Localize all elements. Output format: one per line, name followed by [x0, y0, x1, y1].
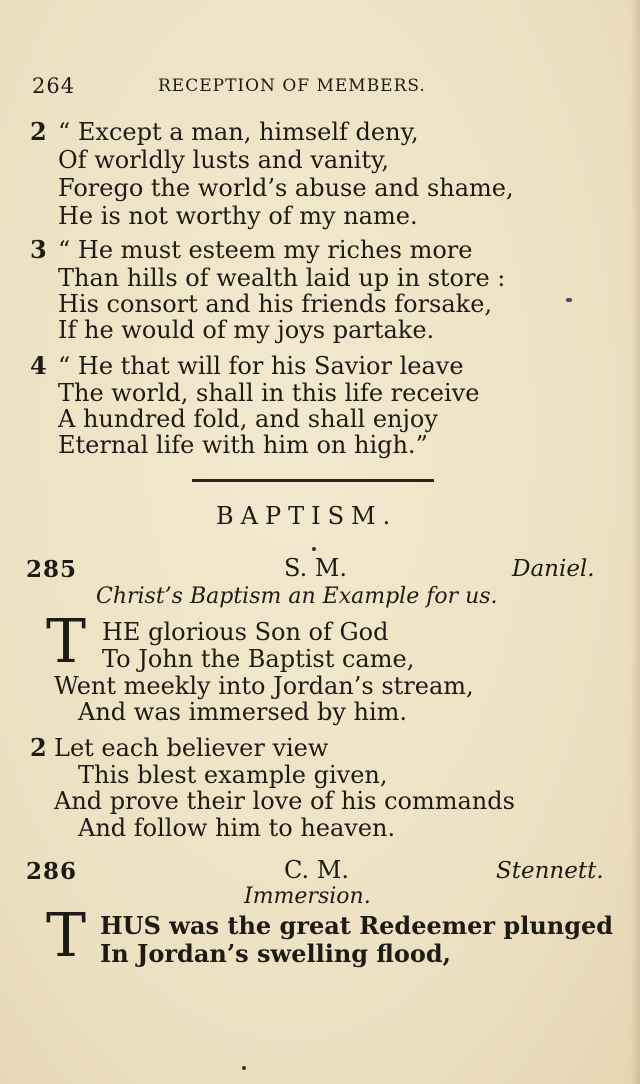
verse-line: To John the Baptist came,	[102, 645, 415, 673]
verse-line: “ He that will for his Savior leave	[58, 352, 464, 380]
verse-line: In Jordan’s swelling flood,	[100, 939, 452, 968]
verse-line: And was immersed by him.	[78, 698, 408, 726]
tune-name: Daniel.	[512, 556, 595, 582]
verse-line: If he would of my joys partake.	[58, 316, 435, 344]
verse-line: “ Except a man, himself deny,	[58, 118, 419, 146]
verse-line: Than hills of wealth laid up in store :	[58, 264, 506, 292]
stanza-number: 4	[30, 351, 47, 380]
section-title: BAPTISM.	[216, 502, 398, 530]
hymn-meter: C. M.	[284, 856, 349, 884]
hymn-number: 285	[26, 556, 78, 583]
verse-line: Went meekly into Jordan’s stream,	[54, 672, 474, 700]
verse-line: His consort and his friends forsake,	[58, 290, 493, 318]
verse-line: And prove their love of his commands	[54, 787, 515, 815]
hymn-number: 286	[26, 858, 78, 885]
running-head	[32, 74, 472, 104]
hymn-subtitle: Immersion.	[244, 884, 371, 909]
stanza-number: 3	[30, 235, 47, 264]
ink-speck	[566, 298, 572, 302]
drop-cap: T	[46, 607, 87, 677]
verse-line: He is not worthy of my name.	[58, 202, 418, 230]
verse-line: HUS was the great Redeemer plunged	[100, 911, 614, 940]
verse-line: Forego the world’s abuse and shame,	[58, 174, 514, 202]
stanza-number: 2	[30, 733, 47, 762]
section-rule	[192, 479, 434, 482]
tune-name: Stennett.	[496, 858, 604, 884]
verse-line: “ He must esteem my riches more	[58, 236, 473, 264]
running-title: RECEPTION OF MEMBERS.	[158, 76, 426, 96]
page-edge	[630, 0, 640, 1084]
verse-line: HE glorious Son of God	[102, 618, 389, 646]
verse-line: And follow him to heaven.	[78, 814, 396, 842]
ink-speck	[242, 1066, 246, 1070]
verse-line: The world, shall in this life receive	[58, 379, 480, 407]
verse-line: Eternal life with him on high.”	[58, 431, 428, 459]
ink-speck	[312, 547, 316, 551]
verse-line: Of worldly lusts and vanity,	[58, 146, 389, 174]
hymn-meter: S. M.	[284, 554, 348, 582]
page-number: 264	[32, 74, 76, 98]
stanza-number: 2	[30, 117, 47, 146]
drop-cap: T	[46, 901, 87, 971]
hymn-subtitle: Christ’s Baptism an Example for us.	[96, 584, 498, 609]
verse-line: A hundred fold, and shall enjoy	[58, 405, 438, 433]
verse-line: Let each believer view	[54, 734, 329, 762]
verse-line: This blest example given,	[78, 761, 388, 789]
